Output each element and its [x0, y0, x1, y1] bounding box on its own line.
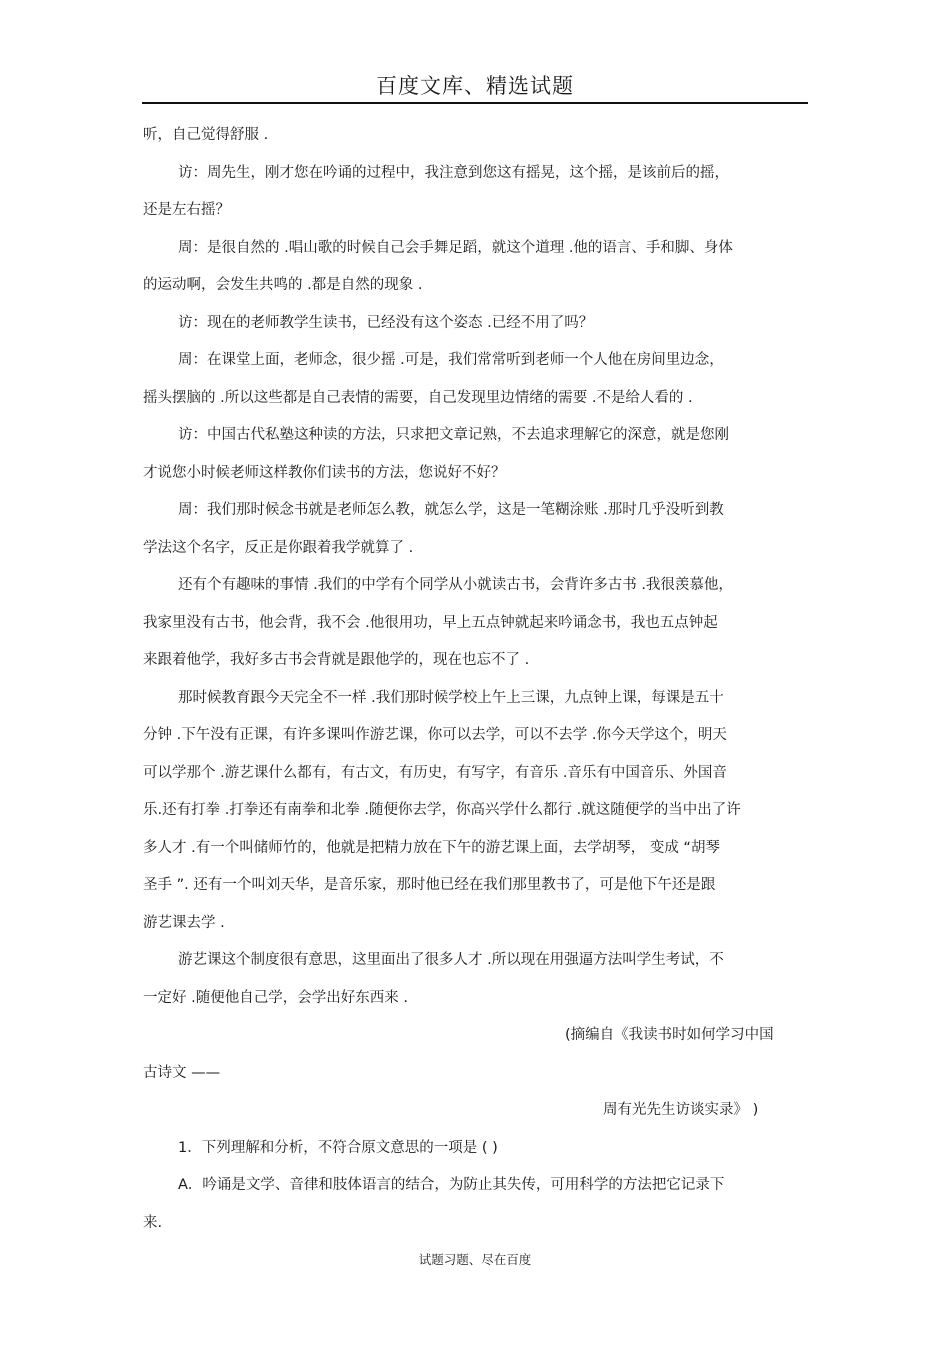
text-line: 的运动啊，会发生共鸣的 .都是自然的现象 .	[143, 277, 423, 293]
text-line: 访：中国古代私塾这种读的方法，只求把文章记熟，不去追求理解它的深意，就是您刚	[178, 427, 729, 443]
text-line: 还是左右摇？	[143, 202, 230, 218]
text-line: 来跟着他学，我好多古书会背就是跟他学的，现在也忘不了 .	[143, 652, 530, 668]
text-line: 乐.还有打拳 .打拳还有南拳和北拳 .随便你去学，你高兴学什么都行 .就这随便学的当中出了许	[143, 802, 741, 818]
text-line: 一定好 .随便他自己学，会学出好东西来 .	[143, 990, 408, 1006]
citation-line: (摘编自《我读书时如何学习中国	[565, 1027, 774, 1043]
text-line: 分钟 .下午没有正课，有许多课叫作游艺课，你可以去学，可以不去学 .你今天学这个，明天	[143, 727, 727, 743]
page-header-title: 百度文库、精选试题	[376, 74, 574, 98]
text-line: 摇头摆脑的 .所以这些都是自己表情的需要，自己发现里边情绪的需要 .不是给人看的 .	[143, 390, 693, 406]
option-line: A．吟诵是文学、音律和肢体语言的结合，为防止其失传，可用科学的方法把它记录下	[178, 1177, 725, 1193]
text-line: 访：周先生，刚才您在吟诵的过程中，我注意到您这有摇晃，这个摇，是该前后的摇，	[178, 165, 729, 181]
text-line: 周：我们那时候念书就是老师怎么教，就怎么学，这是一笔糊涂账 .那时几乎没听到教	[178, 502, 724, 518]
text-line: 圣手 ”. 还有一个叫刘天华，是音乐家，那时他已经在我们那里教书了，可是他下午还是跟	[143, 877, 716, 893]
question-line: 1．下列理解和分析，不符合原文意思的一项是 ( )	[178, 1140, 498, 1156]
page-footer: 试题习题、尽在百度	[418, 1252, 532, 1267]
header-divider	[142, 102, 808, 104]
text-line: 周：是很自然的 .唱山歌的时候自己会手舞足蹈，就这个道理 .他的语言、手和脚、身体	[178, 240, 733, 256]
citation-line: 古诗文 ——	[143, 1065, 221, 1081]
text-line: 那时候教育跟今天完全不一样 .我们那时候学校上午上三课，九点钟上课，每课是五十	[178, 690, 724, 706]
text-line: 听，自己觉得舒服 .	[143, 127, 269, 143]
text-line: 才说您小时候老师这样教你们读书的方法，您说好不好？	[143, 465, 506, 481]
text-line: 我家里没有古书，他会背，我不会 .他很用功，早上五点钟就起来吟诵念书，我也五点钟起	[143, 615, 718, 631]
text-line: 周：在课堂上面，老师念，很少摇 .可是，我们常常听到老师一个人他在房间里边念，	[178, 352, 724, 368]
text-line: 学法这个名字，反正是你跟着我学就算了 .	[143, 540, 414, 556]
text-line: 多人才 .有一个叫储师竹的，他就是把精力放在下午的游艺课上面，去学胡琴， 变成 “胡琴	[143, 840, 720, 856]
option-line: 来.	[143, 1215, 163, 1231]
text-line: 游艺课这个制度很有意思，这里面出了很多人才 .所以现在用强逼方法叫学生考试，不	[178, 952, 724, 968]
citation-line: 周有光先生访谈实录》 )	[603, 1102, 759, 1118]
text-line: 可以学那个 .游艺课什么都有，有古文，有历史，有写字，有音乐 .音乐有中国音乐、外国音	[143, 765, 727, 781]
text-line: 还有个有趣味的事情 .我们的中学有个同学从小就读古书，会背许多古书 .我很羡慕他，	[178, 577, 733, 593]
text-line: 访：现在的老师教学生读书，已经没有这个姿态 .已经不用了吗？	[178, 315, 594, 331]
text-line: 游艺课去学 .	[143, 915, 225, 931]
